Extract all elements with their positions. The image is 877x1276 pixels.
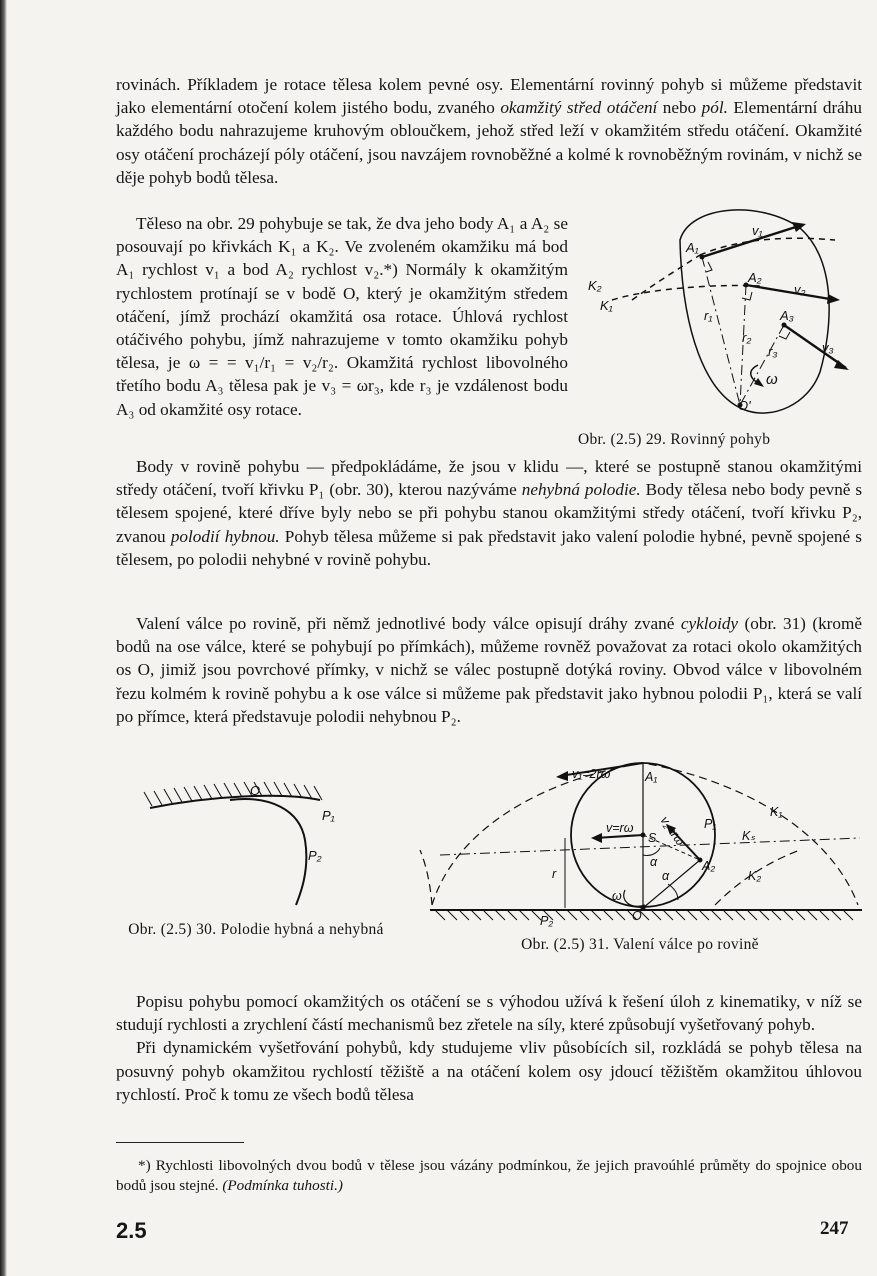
label-K2: K₂ [748, 869, 762, 883]
italic-term: nehybná polodie. [521, 480, 641, 500]
italic-term: cykloidy [680, 614, 739, 633]
text-run: (obr. 31) (kromě bodů na ose válce, které se pohybují po přímkách), můžeme rovněž považovat za rotaci okolo okamžitých os O, jimiž jsou povrchové přímky, v nichž se válec postupně dotýká roviny. Obvod válce v libovolném řezu kolmém k rovině pohybu a k ose válce si můžeme pak představit jako hybnou polodii P₁, která se valí po přímce, která představuje polodii nehybnou P₂. [116, 614, 862, 726]
label-K1: K₁ [770, 805, 783, 819]
omega-arc [624, 890, 645, 906]
label-O: O [632, 909, 642, 923]
label-O: O [250, 783, 261, 798]
label-O: O' [738, 398, 751, 413]
caption-figure-29: Obr. (2.5) 29. Rovinný pohyb [578, 431, 771, 448]
italic-term: pól. [701, 98, 728, 118]
label-omega: ω [766, 371, 778, 388]
label-A1: A₁ [645, 770, 658, 784]
label-A3: A₃ [780, 308, 794, 323]
text-run: Pohyb tělesa můžeme si pak představit jako valení polodie hybné, pevně spojené s tělesem, po polodii nehybné v rovině pohybu. [116, 526, 862, 569]
text-run: Elementární dráhu každého bodu nahrazujeme kruhovým obloučkem, jehož střed leží v okamžitém středu otáčení. Okamžité osy otáčení procházejí póly otáčení, jsou navzájem rovnoběžné a kolmé k rovnoběžným rovinám, v nichž se děje pohyb bodů tělesa. [116, 98, 862, 187]
label-alpha-1: α [650, 855, 658, 869]
label-v3: v₃ [822, 340, 834, 355]
label-v1: v₁ [752, 223, 763, 238]
velocity-v-arrow [595, 835, 643, 838]
section-number: 2.5 [116, 1218, 147, 1243]
label-alpha-2: α [662, 869, 670, 883]
footnote-text [116, 1156, 862, 1196]
label-r1: r₁ [704, 308, 713, 323]
ground-hatching [435, 910, 853, 920]
italic-term: (Podmínka tuhosti.) [222, 1177, 343, 1194]
label-A2: A₂ [702, 859, 716, 873]
caption-figure-30: Obr. (2.5) 30. Polodie hybná a nehybná [128, 921, 384, 938]
label-r: r [552, 867, 557, 881]
label-K1: K₁ [600, 298, 613, 313]
text-run: Valení válce po rovině, při němž jednotlivé body válce opisují dráhy zvané [136, 614, 681, 633]
label-Ks: Kₛ [742, 829, 756, 843]
label-A2: A₂ [748, 270, 762, 285]
v1-arrowhead [556, 771, 568, 781]
text-run: Těleso na obr. 29 pohybuje se tak, že dva jeho body A₁ a A₂ se posouvají po křivkách K₁ a K₂. Ve zvoleném okamžiku má bod A₁ rychlost v₁ a bod A₂ rychlost v₂.*) Normály k okamžitým rychlostem protínají se v bodě O, který je okamžitým středem otáčení, jímž prochází okamžitá osa rotace. Úhlová rychlost otáčivého pohybu, jímž nahrazujeme v tomto okamžiku pohyb tělesa, je ω = = v₁/r₁ = v₂/r₂. Okamžitá rychlost libovolného třetího bodu A₃ tělesa pak je v₃ = ωr₃, kde r₃ je vzdálenost bodu A₃ od okamžité osy rotace. [116, 214, 568, 419]
v-arrowhead [591, 833, 602, 843]
label-v2: v₂=rω [657, 813, 688, 849]
label-P2: P₂ [308, 848, 322, 863]
italic-term: okamžitý střed otáčení [500, 98, 658, 118]
footnote [116, 1156, 862, 1196]
text-run: *) Rychlosti libovolných dvou bodů v tělese jsou vázány podmínkou, že jejich pravoúhlé průměty do spojnice obou bodů jsou stejné. [116, 1157, 862, 1194]
label-v2: v₂ [794, 282, 806, 297]
footnote-rule [116, 1142, 244, 1143]
page-number: 247 [820, 1218, 849, 1239]
text-run: nebo [657, 98, 702, 118]
label-v: v=rω [606, 821, 634, 835]
label-r3: r₃ [768, 344, 778, 359]
label-P2: P₂ [540, 914, 554, 928]
label-omega: ω [612, 889, 622, 903]
text-run: Body v rovině pohybu — předpokládáme, že jsou v klidu —, které se postupně stanou okamžitými středy otáčení, tvoří křivku P₁ (obr. 30), kterou nazýváme [116, 457, 862, 500]
label-P1: P₁ [704, 817, 717, 831]
caption-figure-31: Obr. (2.5) 31. Valení válce po rovině [521, 936, 759, 953]
label-S: S [648, 831, 657, 845]
label-A1: A₁ [686, 240, 699, 255]
label-r2: r₂ [742, 330, 752, 345]
label-K2: K₂ [588, 278, 602, 293]
point-S [641, 833, 646, 838]
text-run: Při dynamickém vyšetřování pohybů, kdy studujeme vliv působících sil, rozkládá se pohyb tělesa na posuvný pohyb okamžitou rychlostí těžiště a na otáčení kolem osy jdoucí těžištěm okamžitou úhlovou rychlostí. Proč k tomu ze všech bodů tělesa [116, 1038, 862, 1104]
label-v1: v₁=2rω [572, 767, 611, 781]
label-P1: P₁ [322, 808, 335, 823]
text-run: Popisu pohybu pomocí okamžitých os otáčení se s výhodou užívá k řešení úloh z kinematiky, v níž se studují rychlosti a zrychlení částí mechanismů bez zřetele na síly, které způsobují vyšetřovaný pohyb. [116, 992, 862, 1035]
italic-term: polodií hybnou. [170, 526, 280, 546]
cycloid-K1-left [420, 850, 432, 905]
text-run: Body tělesa nebo body pevně s tělesem spojené, které dříve byly nebo se při pohybu stanou okamžitými středy otáčení, tvoří křivku P₂, zvanou [116, 480, 863, 546]
text-run: rovinách. Příkladem je rotace tělesa kolem pevné osy. Elementární rovinný pohyb si můžeme představit jako elementární otočení kolem jistého bodu, zvaného [116, 75, 862, 118]
